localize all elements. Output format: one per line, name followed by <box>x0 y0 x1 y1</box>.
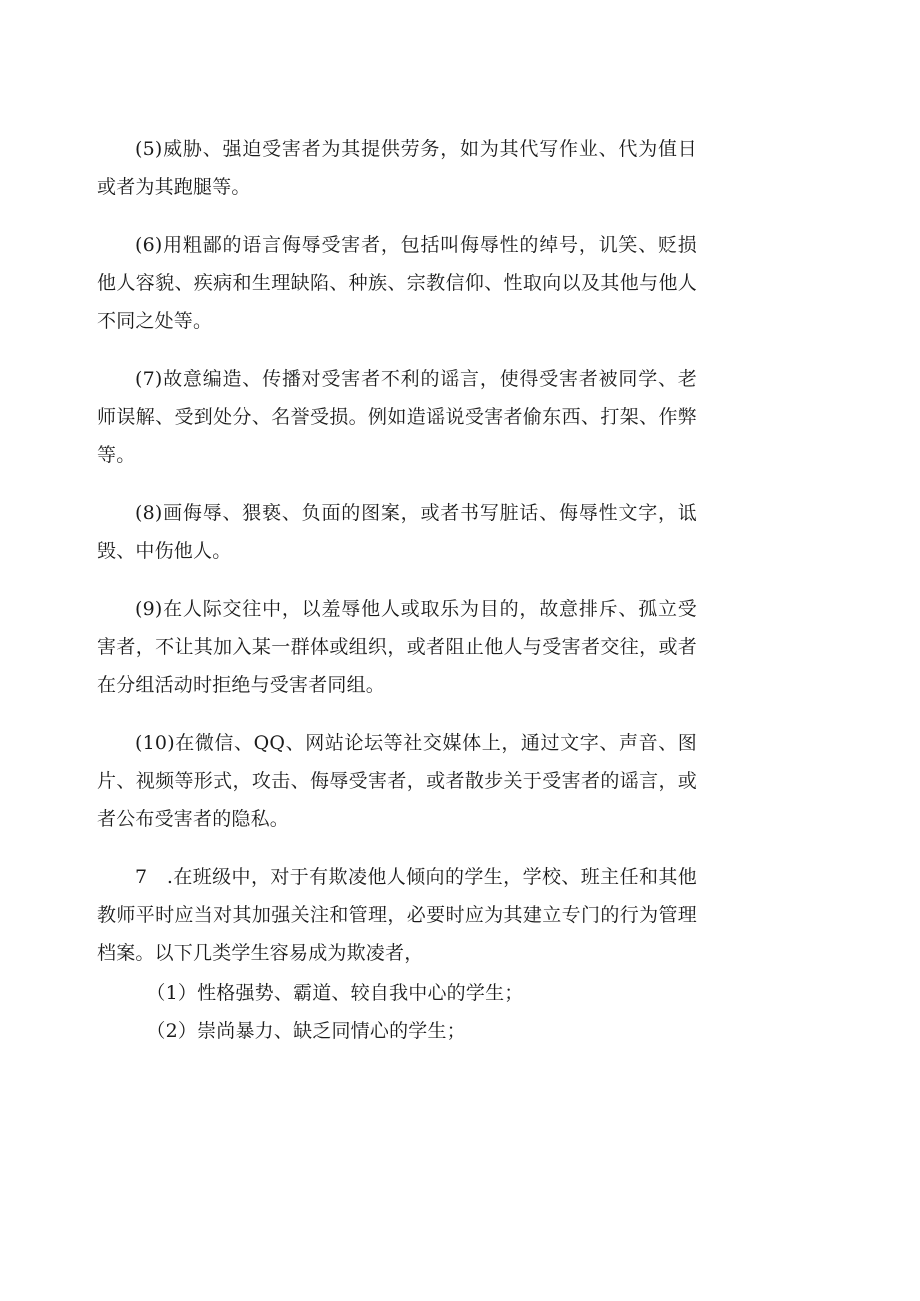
list-item-10: (10)在微信、QQ、网站论坛等社交媒体上，通过文字、声音、图片、视频等形式，攻击、侮辱受害者，或者散步关于受害者的谣言，或者公布受害者的隐私。 <box>97 732 697 830</box>
sub-item-2: （2）崇尚暴力、缺乏同情心的学生； <box>146 1020 466 1042</box>
list-item-7: (7)故意编造、传播对受害者不利的谣言，使得受害者被同学、老师误解、受到处分、名誉受损。例如造谣说受害者偷东西、打架、作弊等。 <box>97 368 697 466</box>
list-item-8: (8)画侮辱、猥亵、负面的图案，或者书写脏话、侮辱性文字，诋毁、中伤他人。 <box>97 502 697 562</box>
document-page <box>97 130 697 1050</box>
sub-item-1: （1）性格强势、霸道、较自我中心的学生； <box>146 982 524 1004</box>
list-item-6: (6)用粗鄙的语言侮辱受害者，包括叫侮辱性的绰号，讥笑、贬损他人容貌、疾病和生理缺陷、种族、宗教信仰、性取向以及其他与他人不同之处等。 <box>97 234 697 332</box>
list-item-5: (5)威胁、强迫受害者为其提供劳务，如为其代写作业、代为值日或者为其跑腿等。 <box>97 138 697 198</box>
section-7-paragraph: 7 .在班级中，对于有欺凌他人倾向的学生，学校、班主任和其他教师平时应当对其加强关注和管理，必要时应为其建立专门的行为管理档案。以下几类学生容易成为欺凌者， <box>97 866 697 964</box>
list-item-9: (9)在人际交往中，以羞辱他人或取乐为目的，故意排斥、孤立受害者，不让其加入某一群体或组织，或者阻止他人与受害者交往，或者在分组活动时拒绝与受害者同组。 <box>97 598 697 696</box>
